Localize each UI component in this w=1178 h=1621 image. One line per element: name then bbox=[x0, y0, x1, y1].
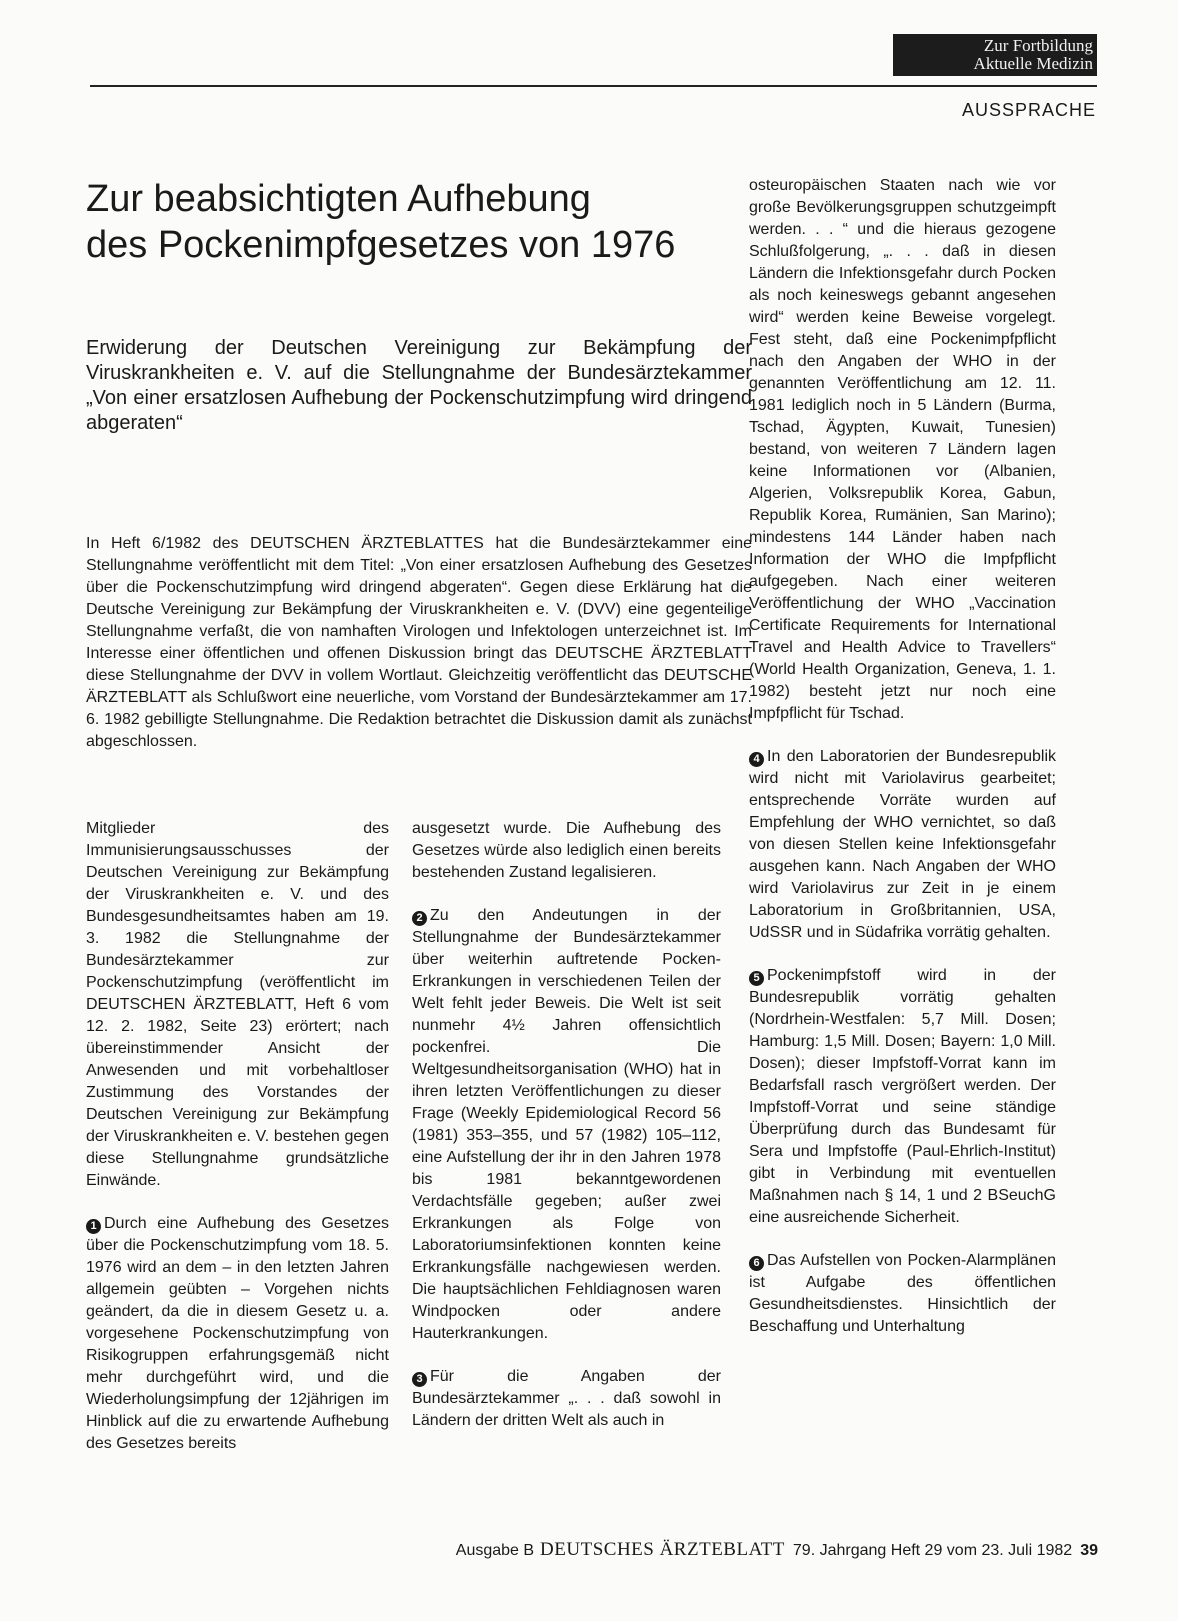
section-badge bbox=[893, 34, 1097, 76]
paragraph: Mitglieder des Immunisierungsausschusses der Deutschen Vereinigung zur Bekämpfung der Viruskrankheiten e. V. und des Bundesgesundheitsamtes haben am 19. 3. 1982 die Stellungnahme der Bundesärztekammer zur Pockenschutzimpfung (veröffentlicht im DEUTSCHEN ÄRZTEBLATT, Heft 6 vom 12. 2. 1982, Seite 23) erörtert; nach übereinstimmender Ansicht der Anwesenden und mit vorbehaltloser Zustimmung des Vorstandes der Deutschen Vereinigung zur Bekämpfung der Viruskrankheiten e. V. bestehen gegen diese Stellungnahme grundsätzliche Einwände. bbox=[86, 820, 389, 1189]
paragraph-text: Durch eine Aufhebung des Gesetzes über die Pockenschutzimpfung vom 18. 5. 1976 wird an dem – in den letzten Jahren allgemein geübten – Vorgehen nichts geändert, da die in diesem Gesetz u. a. vorgesehene Pockenschutzimpfung von Risikogruppen erfahrungsgemäß nicht mehr durchgeführt wird, und die Wiederholungsimpfung der 12jährigen im Hinblick auf die zu erwartende Aufhebung des Gesetzes bereits bbox=[86, 1215, 389, 1452]
footer-journal: DEUTSCHES ÄRZTEBLATT bbox=[540, 1539, 785, 1560]
editorial-intro: In Heft 6/1982 des DEUTSCHEN ÄRZTEBLATTES hat die Bundesärztekammer eine Stellungnahme veröffentlicht mit dem Titel: „Von einer ersatzlosen Aufhebung des Gesetzes über die Pockenschutzimpfung wird dringend abgeraten“. Gegen diese Erklärung hat die Deutsche Vereinigung zur Bekämpfung der Viruskrankheiten e. V. (DVV) eine gegenteilige Stellungnahme verfaßt, die von namhaften Virologen und Infektologen unterzeichnet ist. Im Interesse einer öffentlichen und offenen Diskussion bringt das DEUTSCHE ÄRZTEBLATT diese Stellungnahme der DVV in vollem Wortlaut. Gleichzeitig veröffentlicht das DEUTSCHE ÄRZTEBLATT als Schlußwort eine neuerliche, vom Vorstand der Bundesärztekammer am 17. 6. 1982 gebilligte Stellungnahme. Die Redaktion betrachtet die Diskussion damit als zunächst abgeschlossen. bbox=[86, 535, 752, 750]
paragraph bbox=[749, 965, 1056, 1229]
paragraph bbox=[749, 1250, 1056, 1338]
paragraph-text: Pockenimpfstoff wird in der Bundesrepublik vorrätig gehalten (Nordrhein-Westfalen: 5,7 Mill. Dosen; Hamburg: 1,5 Mill. Dosen; Bayern: 1,0 Mill. Dosen); dieser Impfstoff-Vorrat kann im Bedarfsfall rasch vergrößert werden. Der Impfstoff-Vorrat und seine ständige Überprüfung durch das Bundesamt für Sera und Impfstoffe (Paul-Ehrlich-Institut) gibt in Verbindung mit eventuellen Maßnahmen nach § 14, 1 und 2 BSeuchG eine ausreichende Sicherheit. bbox=[749, 967, 1056, 1226]
column-2 bbox=[412, 818, 721, 1432]
paragraph-text: In den Laboratorien der Bundesrepublik wird nicht mit Variolavirus gearbeitet; entsprechende Vorräte wurden auf Empfehlung der WHO vernichtet, so daß von diesen Stellen keine Infektionsgefahr ausgehen kann. Nach Angaben der WHO wird Variolavirus zur Zeit in je einem Laboratorium in Großbritannien, USA, UdSSR und in Südafrika vorrätig gehalten. bbox=[749, 748, 1056, 941]
footer-issue: 79. Jahrgang Heft 29 vom 23. Juli 1982 bbox=[792, 1542, 1073, 1559]
column-1 bbox=[86, 818, 389, 1455]
paragraph bbox=[412, 905, 721, 1345]
badge-line-1: Zur Fortbildung bbox=[983, 36, 1093, 55]
page-number: 39 bbox=[1080, 1542, 1098, 1559]
footer-edition: Ausgabe B bbox=[455, 1542, 535, 1559]
number-badge: 3 bbox=[412, 1372, 427, 1387]
number-badge: 1 bbox=[86, 1219, 101, 1234]
column-3 bbox=[749, 175, 1056, 1338]
page-footer bbox=[456, 1539, 1098, 1561]
paragraph bbox=[749, 746, 1056, 944]
header-rule bbox=[90, 85, 1097, 87]
paragraph-text: Zu den Andeutungen in der Stellungnahme der Bundesärztekammer über weiterhin auftretende Pocken-Erkrankungen in verschiedenen Teilen der Welt fehlt jeder Beweis. Die Welt ist seit nunmehr 4½ Jahren offensichtlich pockenfrei. Die Weltgesundheitsorganisation (WHO) hat in ihren letzten Veröffentlichungen zu dieser Frage (Weekly Epidemiological Record 56 (1981) 353–355, und 57 (1982) 105–112, eine Aufstellung der ihr in den Jahren 1978 bis 1981 bekanntgewordenen Verdachtsfälle gegeben; außer zwei Erkrankungen als Folge von Laboratoriumsinfektionen konnten keine Erkrankungsfälle nachgewiesen werden. Die hauptsächlichen Fehldiagnosen waren Windpocken oder andere Hauterkrankungen. bbox=[412, 907, 721, 1342]
paragraph: ausgesetzt wurde. Die Aufhebung des Gesetzes würde also lediglich einen bereits bestehenden Zustand legalisieren. bbox=[412, 820, 721, 881]
badge-line-2: Aktuelle Medizin bbox=[973, 54, 1093, 73]
number-badge: 6 bbox=[749, 1256, 764, 1271]
title-line-1: Zur beabsichtigten Aufhebung bbox=[86, 178, 591, 220]
section-label: AUSSPRACHE bbox=[961, 100, 1096, 120]
number-badge: 2 bbox=[412, 911, 427, 926]
paragraph bbox=[86, 1213, 389, 1455]
number-badge: 5 bbox=[749, 971, 764, 986]
article-subtitle: Erwiderung der Deutschen Vereinigung zur Bekämpfung der Viruskrankheiten e. V. auf die Stellungnahme der Bundesärztekammer „Von einer ersatzlosen Aufhebung der Pockenschutzimpfung wird dringend abgeraten“ bbox=[86, 337, 752, 434]
paragraph: osteuropäischen Staaten nach wie vor große Bevölkerungsgruppen schutzgeimpft werden. . . “ und die hieraus gezogene Schlußfolgerung, „. . . daß in diesen Ländern die Infektionsgefahr durch Pocken als noch keineswegs gebannt angesehen wird“ werden keine Beweise vorgelegt. Fest steht, daß eine Pockenimpfpflicht nach den Angaben der WHO in der genannten Veröffentlichung am 12. 11. 1981 lediglich noch in 5 Ländern (Burma, Tschad, Ägypten, Kuwait, Tunesien) bestand, von weiteren 7 Ländern lagen keine Informationen vor (Albanien, Algerien, Volksrepublik Korea, Gabun, Republik Korea, Rumänien, San Marino); mindestens 144 Länder haben nach Information der WHO die Impfpflicht aufgegeben. Nach einer weiteren Veröffentlichung der WHO „Vaccination Certificate Requirements for International Travel and Health Advice to Travellers“ (World Health Organization, Geneva, 1. 1. 1982) besteht jetzt nur noch eine Impfpflicht für Tschad. bbox=[749, 177, 1056, 722]
paragraph bbox=[412, 1366, 721, 1432]
paragraph-text: Das Aufstellen von Pocken-Alarmplänen ist Aufgabe des öffentlichen Gesundheitsdienstes. Hinsichtlich der Beschaffung und Unterhaltung bbox=[749, 1252, 1056, 1335]
article-title bbox=[86, 176, 766, 268]
title-line-2: des Pockenimpfgesetzes von 1976 bbox=[86, 224, 676, 266]
number-badge: 4 bbox=[749, 752, 764, 767]
paragraph-text: Für die Angaben der Bundesärztekammer „. . . daß sowohl in Ländern der dritten Welt als auch in bbox=[412, 1368, 721, 1429]
